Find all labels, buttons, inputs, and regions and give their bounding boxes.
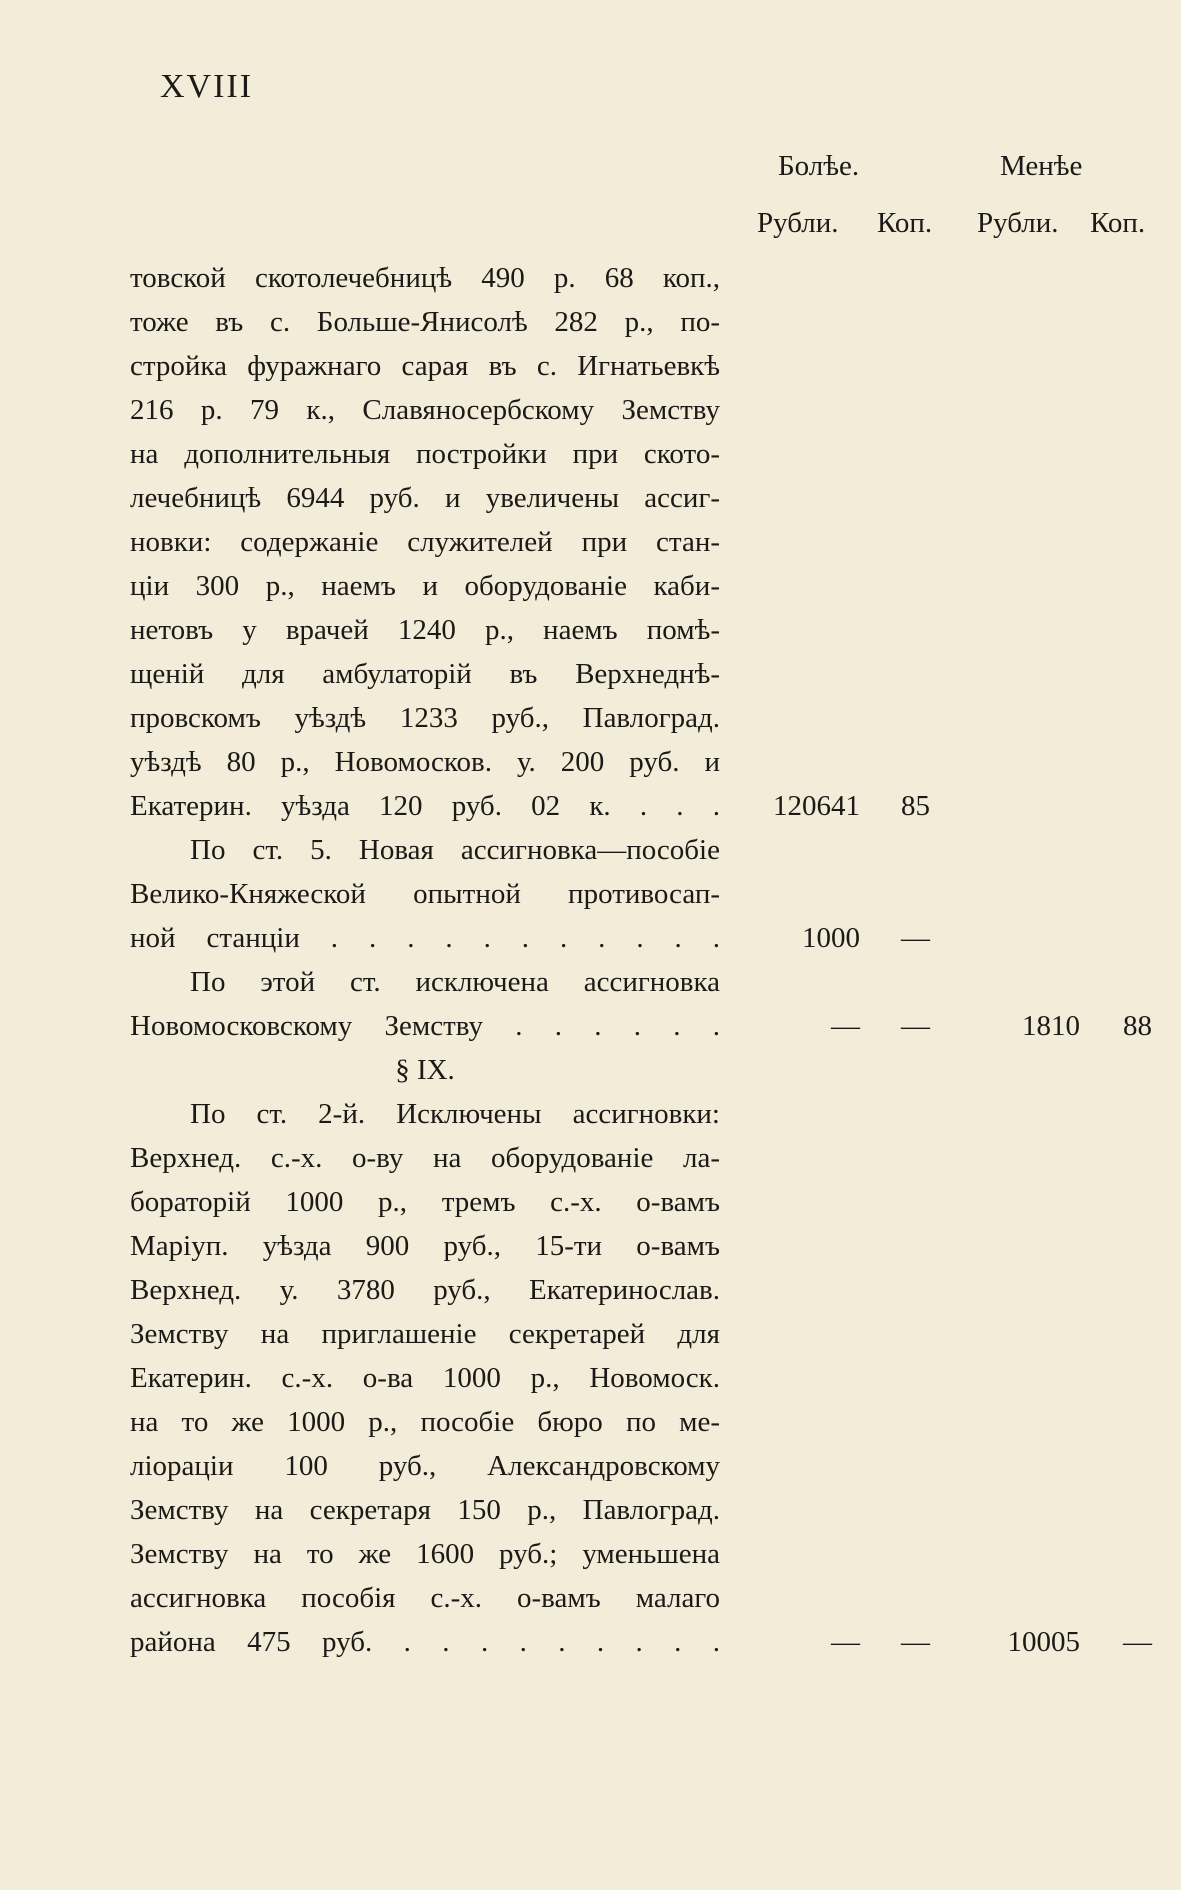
text-line: Велико-Княжеской опытной противосап- [130,878,720,910]
amount-less-kop: 88 [1123,1010,1152,1042]
column-header-rub-less: Рубли. [977,207,1059,239]
amount-more-rub: 1000 [802,922,860,954]
text-line: на то же 1000 р., пособіе бюро по ме- [130,1406,720,1438]
amount-more-rub: — [831,1010,860,1042]
text-line: Екатерин. уѣзда 120 руб. 02 к. . . . 120641 85 [0,784,1181,828]
text-line: Новомосковскому Земству . . . . . . — — 1810 88 [0,1004,1181,1048]
text-line: Земству на секретаря 150 р., Павлоград. [130,1494,720,1526]
text-line: Земству на то же 1600 руб.; уменьшена [130,1538,720,1570]
column-header-less: Менѣе [1000,150,1083,182]
text-line: новки: содержаніе служителей при стан- [130,526,720,558]
text-line: щеній для амбулаторій въ Верхнеднѣ- [130,658,720,690]
amount-more-kop: — [901,1626,930,1658]
text-line: ассигновка пособія с.-х. о-вамъ малаго [130,1582,720,1614]
text-line: нетовъ у врачей 1240 р., наемъ помѣ- [130,614,720,646]
text-line: Верхнед. с.-х. о-ву на оборудованіе ла- [130,1142,720,1174]
text-line: ціи 300 р., наемъ и оборудованіе каби- [130,570,720,602]
text-line: товской скотолечебницѣ 490 р. 68 коп., [130,262,720,294]
text-line: Верхнед. у. 3780 руб., Екатеринослав. [130,1274,720,1306]
column-header-rub-more: Рубли. [757,207,839,239]
text-line: на дополнительныя постройки при ското- [130,438,720,470]
section-heading: § IX. [395,1054,455,1086]
column-header-kop-more: Коп. [877,207,933,239]
amount-more-rub: 120641 [773,790,860,822]
column-header-kop-less: Коп. [1090,207,1146,239]
text-line: ной станціи . . . . . . . . . . . 1000 — [0,916,1181,960]
text-line: По ст. 5. Новая ассигновка—пособіе [190,834,720,866]
amount-less-rub: 1810 [1022,1010,1080,1042]
text-line: тоже въ с. Больше-Янисолѣ 282 р., по- [130,306,720,338]
text-line: провскомъ уѣздѣ 1233 руб., Павлоград. [130,702,720,734]
page-number: XVIII [160,68,254,105]
text-line: уѣздѣ 80 р., Новомосков. у. 200 руб. и [130,746,720,778]
text-line: Маріуп. уѣзда 900 руб., 15-ти о-вамъ [130,1230,720,1262]
amount-more-kop: — [901,922,930,954]
text-line: Земству на приглашеніе секретарей для [130,1318,720,1350]
text-line: бораторій 1000 р., тремъ с.-х. о-вамъ [130,1186,720,1218]
text-line: По этой ст. исключена ассигновка [190,966,720,998]
amount-less-rub: 10005 [1007,1626,1080,1658]
amount-more-kop: — [901,1010,930,1042]
text-line: Екатерин. с.-х. о-ва 1000 р., Новомоск. [130,1362,720,1394]
text-line: района 475 руб. . . . . . . . . . — — 10005 — [0,1620,1181,1664]
text-line: стройка фуражнаго сарая въ с. Игнатьевкѣ [130,350,720,382]
amount-more-rub: — [831,1626,860,1658]
column-header-more: Болѣе. [778,150,860,182]
amount-more-kop: 85 [901,790,930,822]
text-line: лечебницѣ 6944 руб. и увеличены ассиг- [130,482,720,514]
text-line: ліораціи 100 руб., Александровскому [130,1450,720,1482]
text-line: 216 р. 79 к., Славяносербскому Земству [130,394,720,426]
text-line: По ст. 2-й. Исключены ассигновки: [190,1098,720,1130]
amount-less-kop: — [1123,1626,1152,1658]
